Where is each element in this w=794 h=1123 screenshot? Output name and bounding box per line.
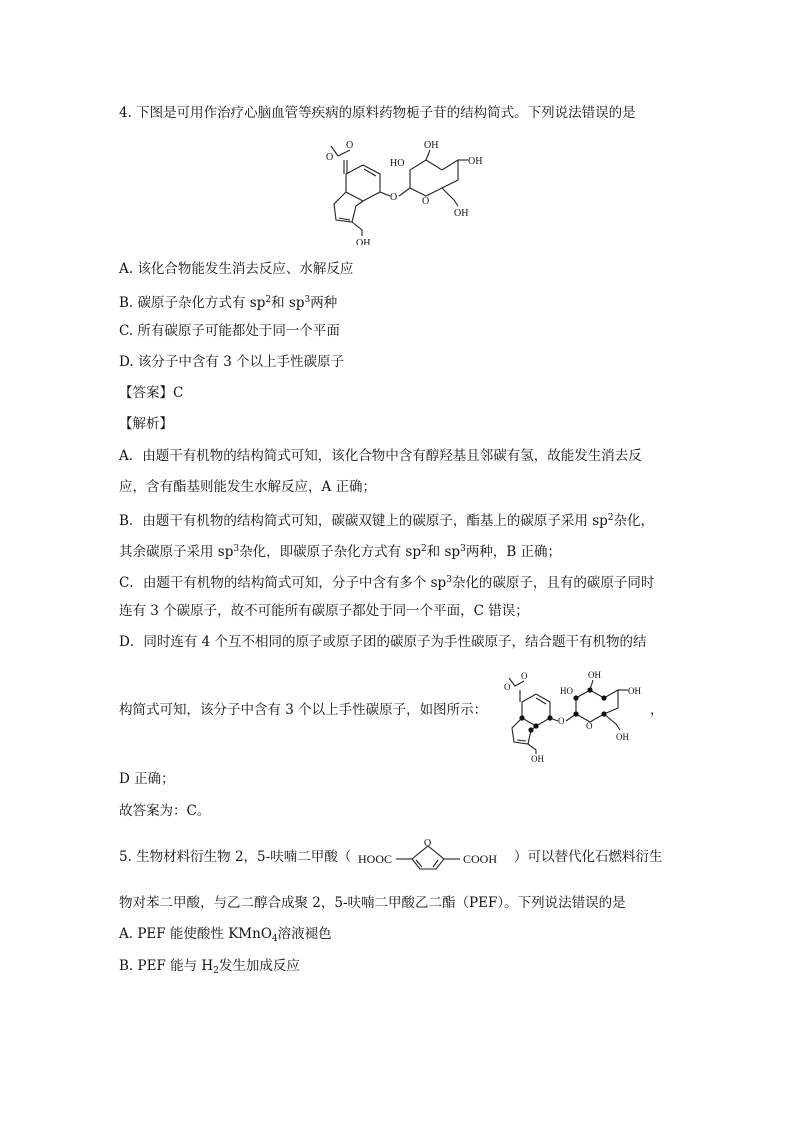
analysis-c-line2: 连有 3 个碳原子，故不可能所有碳原子都处于同一个平面，C 错误； [119, 603, 529, 619]
analysis-b2-text: 其余碳原子采用 sp [119, 544, 234, 560]
svg-text:O: O [346, 140, 354, 151]
q4-option-b-mid: 和 sp [271, 295, 305, 311]
final-answer: 故答案为：C。 [119, 803, 211, 819]
analysis-b2-mid1: 杂化，即碳原子杂化方式有 sp [239, 544, 421, 560]
q5-stem-line1: 5. 生物材料衍生物 2，5-呋喃二甲酸（ [119, 849, 352, 865]
analysis-b2-mid2: 和 sp [426, 544, 461, 560]
svg-text:O: O [326, 152, 334, 163]
answer-label: 【答案】C [119, 385, 184, 401]
subscript: 4 [271, 934, 278, 944]
q4-option-b-post: 两种 [310, 295, 338, 311]
q4-option-b-text: B. 碳原子杂化方式有 sp [119, 295, 266, 311]
analysis-c-line1 [119, 570, 654, 593]
analysis-d-line2: 构简式可知，该分子中含有 3 个以上手性碳原子，如图所示： [119, 702, 488, 718]
sp3-superscript: 3 [304, 295, 311, 305]
analysis-d-comma: ， [650, 702, 664, 718]
q4-option-a: A. 该化合物能发生消去反应、水解反应 [119, 261, 354, 277]
superscript: 2 [420, 544, 427, 554]
svg-text:O: O [586, 721, 593, 731]
analysis-d-line3: D 正确； [119, 771, 175, 787]
q4-option-c: C. 所有碳原子可能都处于同一个平面 [119, 323, 340, 339]
q5-option-b [119, 956, 300, 981]
q5-option-a [119, 924, 332, 949]
subscript: 2 [213, 966, 219, 976]
q5-option-a-text: A. PEF 能使酸性 KMnO [119, 926, 272, 942]
svg-text:HOOC: HOOC [358, 852, 393, 866]
analysis-c1-post: 杂化的碳原子，且有的碳原子同时 [451, 575, 655, 591]
q4-option-d: D. 该分子中含有 3 个以上手性碳原子 [119, 354, 345, 370]
superscript: 3 [446, 575, 452, 585]
svg-text:O: O [424, 838, 432, 849]
svg-text:OH: OH [588, 670, 601, 680]
analysis-b-line2 [119, 539, 561, 562]
superscript: 3 [460, 544, 466, 554]
q5-stem-line2: 物对苯二甲酸，与乙二醇合成聚 2，5-呋喃二甲酸乙二酯（PEF）。下列说法错误的是 [119, 895, 626, 911]
svg-text:OH: OH [454, 208, 469, 219]
svg-text:OH: OH [616, 732, 629, 742]
q4-structure-figure [318, 130, 488, 245]
q5-option-b-post: 发生加成反应 [218, 958, 300, 974]
svg-text:O: O [422, 196, 430, 207]
analysis-d-line1: D．同时连有 4 个互不相同的原子或原子团的碳原子为手性碳原子，结合题干有机物的结 [119, 634, 647, 650]
q4-stem: 4. 下图是可用作治疗心脑血管等疾病的原料药物栀子苷的结构简式。下列说法错误的是 [119, 105, 636, 121]
sp2-superscript: 2 [265, 295, 272, 305]
q5-option-b-text: B. PEF 能与 H [119, 958, 214, 974]
q5-option-a-post: 溶液褪色 [277, 926, 332, 942]
analysis-title: 【解析】 [119, 416, 173, 432]
svg-text:OH: OH [531, 754, 544, 764]
svg-text:O: O [521, 671, 528, 681]
analysis-c1-text: C．由题干有机物的结构简式可知，分子中含有多个 sp [119, 575, 447, 591]
svg-text:O: O [390, 192, 398, 203]
svg-text:OH: OH [424, 140, 439, 151]
analysis-b1-text: B．由题干有机物的结构简式可知，碳碳双键上的碳原子，酯基上的碳原子采用 sp [119, 513, 608, 529]
svg-text:HO: HO [560, 686, 573, 696]
superscript: 3 [233, 544, 240, 554]
svg-text:COOH: COOH [463, 852, 498, 866]
furandicarboxylic-acid-figure [356, 834, 516, 880]
analysis-b1-post: 杂化， [613, 513, 655, 529]
superscript: 2 [607, 513, 614, 523]
svg-text:OH: OH [468, 156, 483, 167]
svg-text:O: O [558, 716, 565, 726]
svg-text:HO: HO [390, 158, 405, 169]
analysis-a-line2: 应，含有酯基则能发生水解反应，A 正确； [119, 479, 377, 495]
chiral-structure-figure [498, 666, 654, 764]
svg-text:O: O [504, 682, 511, 692]
analysis-a-line1: A．由题干有机物的结构简式可知，该化合物中含有醇羟基且邻碳有氢，故能发生消去反 [119, 448, 642, 464]
analysis-b-line1 [119, 508, 654, 531]
analysis-b2-post: 两种，B 正确； [465, 544, 562, 560]
q4-option-b [119, 290, 337, 313]
q5-stem-line1-post: ）可以替代化石燃料衍生 [514, 849, 663, 865]
svg-text:OH: OH [356, 238, 371, 245]
svg-text:OH: OH [628, 686, 641, 696]
